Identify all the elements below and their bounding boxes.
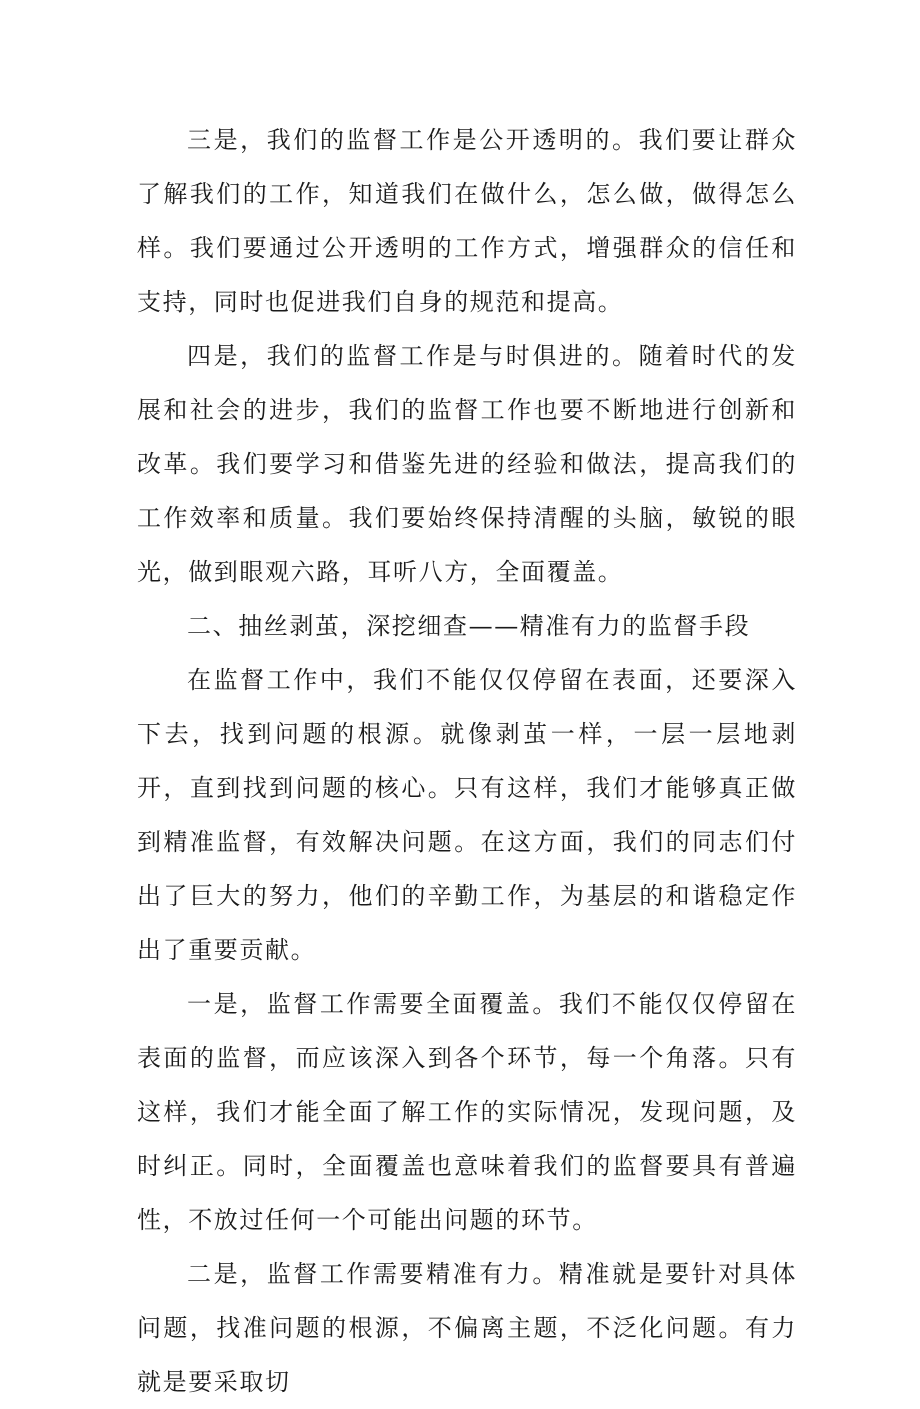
paragraph-point-three: 三是，我们的监督工作是公开透明的。我们要让群众了解我们的工作，知道我们在做什么，怎么做，做得怎么样。我们要通过公开透明的工作方式，增强群众的信任和支持，同时也促进我们自身的规范和提高。 (137, 126, 797, 316)
paragraph-section-intro: 在监督工作中，我们不能仅仅停留在表面，还要深入下去，找到问题的根源。就像剥茧一样，一层一层地剥开，直到找到问题的核心。只有这样，我们才能够真正做到精准监督，有效解决问题。在这方面，我们的同志们付出了巨大的努力，他们的辛勤工作，为基层的和谐稳定作出了重要贡献。 (137, 666, 797, 964)
document-body (137, 113, 797, 1409)
paragraph-point-one: 一是，监督工作需要全面覆盖。我们不能仅仅停留在表面的监督，而应该深入到各个环节，每一个角落。只有这样，我们才能全面了解工作的实际情况，发现问题，及时纠正。同时，全面覆盖也意味着我们的监督要具有普遍性，不放过任何一个可能出问题的环节。 (137, 990, 797, 1234)
paragraph-point-four: 四是，我们的监督工作是与时俱进的。随着时代的发展和社会的进步，我们的监督工作也要不断地进行创新和改革。我们要学习和借鉴先进的经验和做法，提高我们的工作效率和质量。我们要始终保持清醒的头脑，敏锐的眼光，做到眼观六路，耳听八方，全面覆盖。 (137, 342, 797, 586)
section-heading-two: 二、抽丝剥茧，深挖细查——精准有力的监督手段 (187, 612, 751, 640)
paragraph-point-two: 二是，监督工作需要精准有力。精准就是要针对具体问题，找准问题的根源，不偏离主题，不泛化问题。有力就是要采取切 (137, 1260, 797, 1396)
